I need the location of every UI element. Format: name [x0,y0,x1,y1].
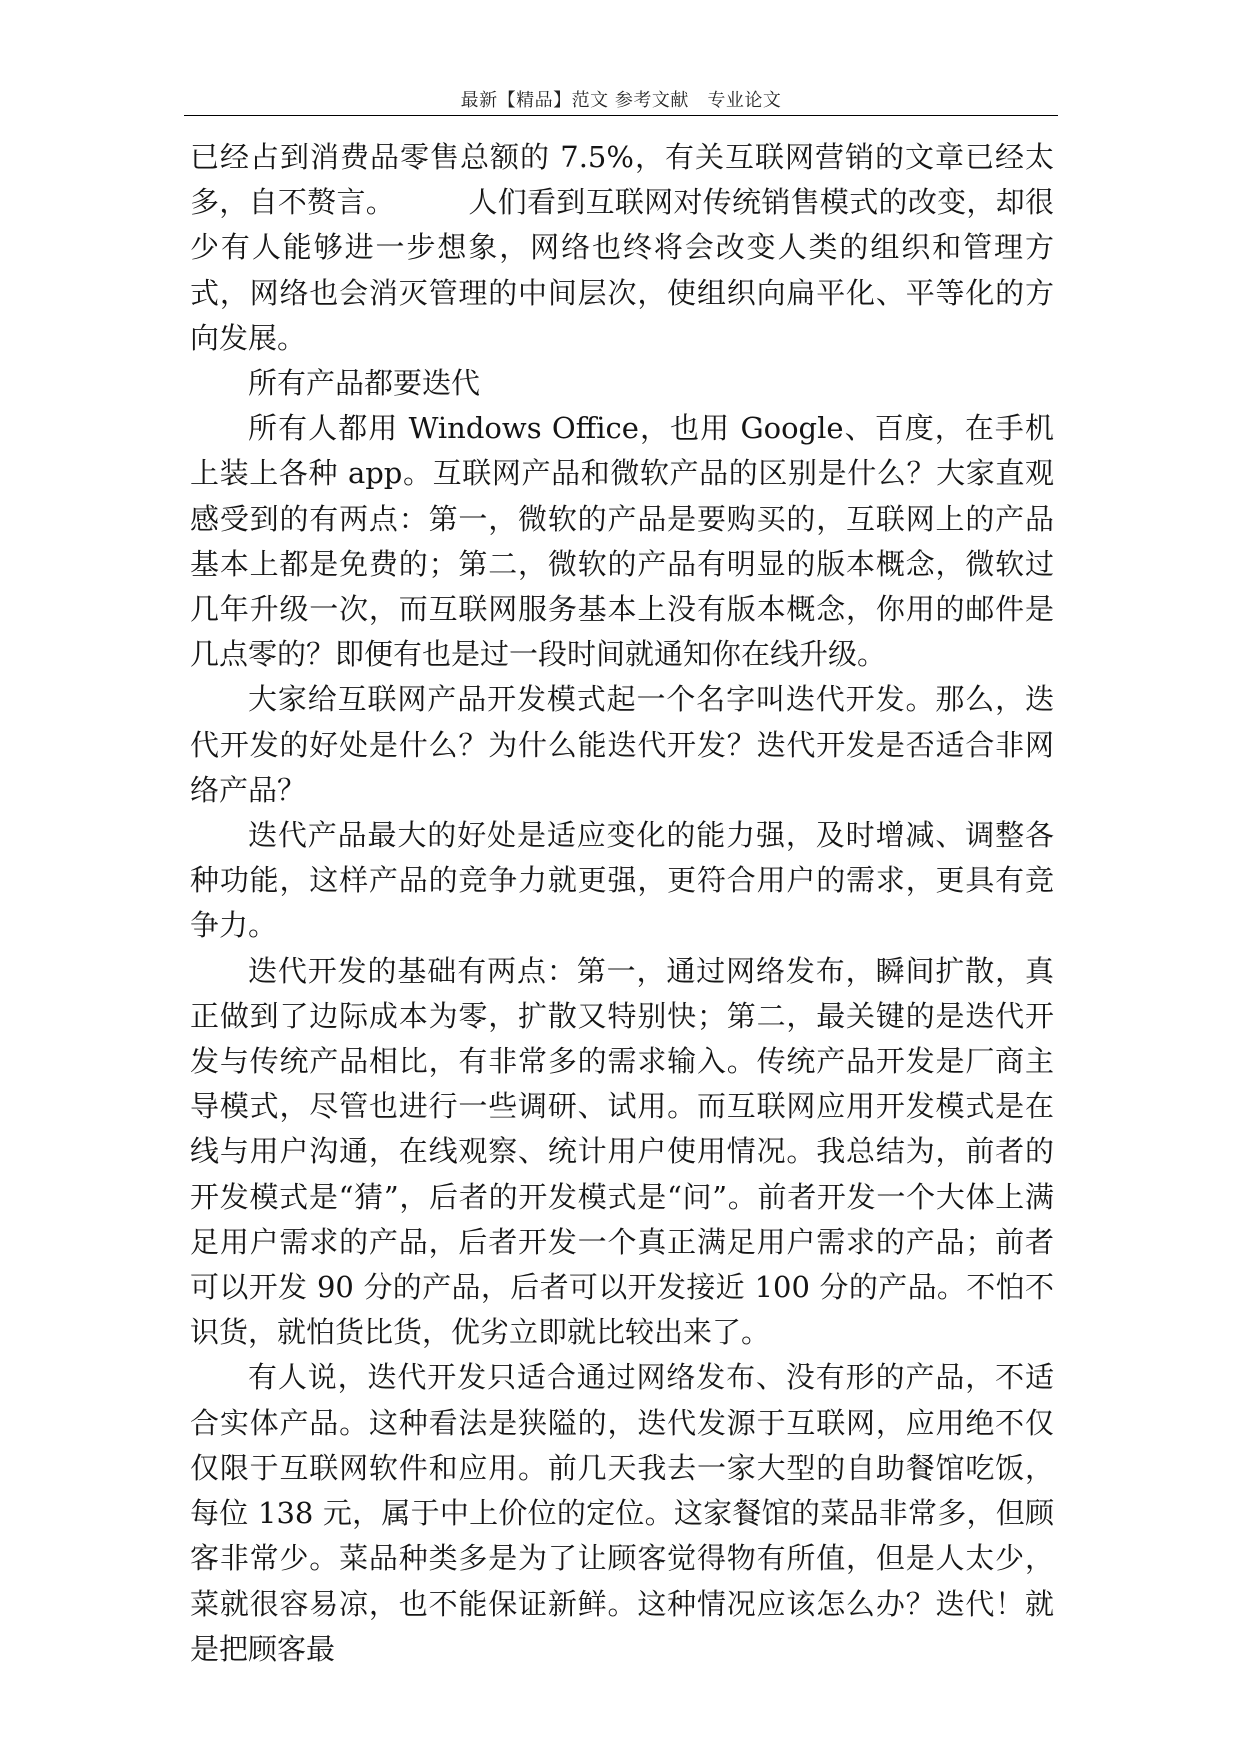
paragraph: 所有人都用 Windows Office，也用 Google、百度，在手机上装上各种 app。互联网产品和微软产品的区别是什么？大家直观感受到的有两点：第一，微软的产品是要购买的，互联网上的产品基本上都是免费的；第二，微软的产品有明显的版本概念，微软过几年升级一次，而互联网服务基本上没有版本概念，你用的邮件是几点零的？即便有也是过一段时间就通知你在线升级。 [190,411,1054,672]
paragraph: 大家给互联网产品开发模式起一个名字叫迭代开发。那么，迭代开发的好处是什么？为什么能迭代开发？迭代开发是否适合非网络产品？ [190,682,1054,807]
paragraph-continued: 已经占到消费品零售总额的 7.5%，有关互联网营销的文章已经太多，自不赘言。 人们看到互联网对传统销售模式的改变，却很少有人能够进一步想象，网络也终将会改变人类的组织和管理方式，网络也会消灭管理的中间层次，使组织向扁平化、平等化的方向发展。 [190,140,1054,355]
header-divider [184,115,1058,116]
paragraph: 有人说，迭代开发只适合通过网络发布、没有形的产品，不适合实体产品。这种看法是狭隘的，迭代发源于互联网，应用绝不仅仅限于互联网软件和应用。前几天我去一家大型的自助餐馆吃饭，每位 138 元，属于中上价位的定位。这家餐馆的菜品非常多，但顾客非常少。菜品种类多是为了让顾客觉得物有所值，但是人太少，菜就很容易凉，也不能保证新鲜。这种情况应该怎么办？迭代！就是把顾客最 [190,1360,1054,1666]
document-body [190,135,1054,1672]
page-header: 最新【精品】范文 参考文献 专业论文 [460,90,782,111]
paragraph: 迭代开发的基础有两点：第一，通过网络发布，瞬间扩散，真正做到了边际成本为零，扩散又特别快；第二，最关键的是迭代开发与传统产品相比，有非常多的需求输入。传统产品开发是厂商主导模式，尽管也进行一些调研、试用。而互联网应用开发模式是在线与用户沟通，在线观察、统计用户使用情况。我总结为，前者的开发模式是“猜”，后者的开发模式是“问”。前者开发一个大体上满足用户需求的产品，后者开发一个真正满足用户需求的产品；前者可以开发 90 分的产品，后者可以开发接近 100 分的产品。不怕不识货，就怕货比货，优劣立即就比较出来了。 [190,953,1054,1350]
paragraph: 迭代产品最大的好处是适应变化的能力强，及时增减、调整各种功能，这样产品的竞争力就更强，更符合用户的需求，更具有竞争力。 [190,818,1054,943]
section-heading: 所有产品都要迭代 [248,366,481,401]
